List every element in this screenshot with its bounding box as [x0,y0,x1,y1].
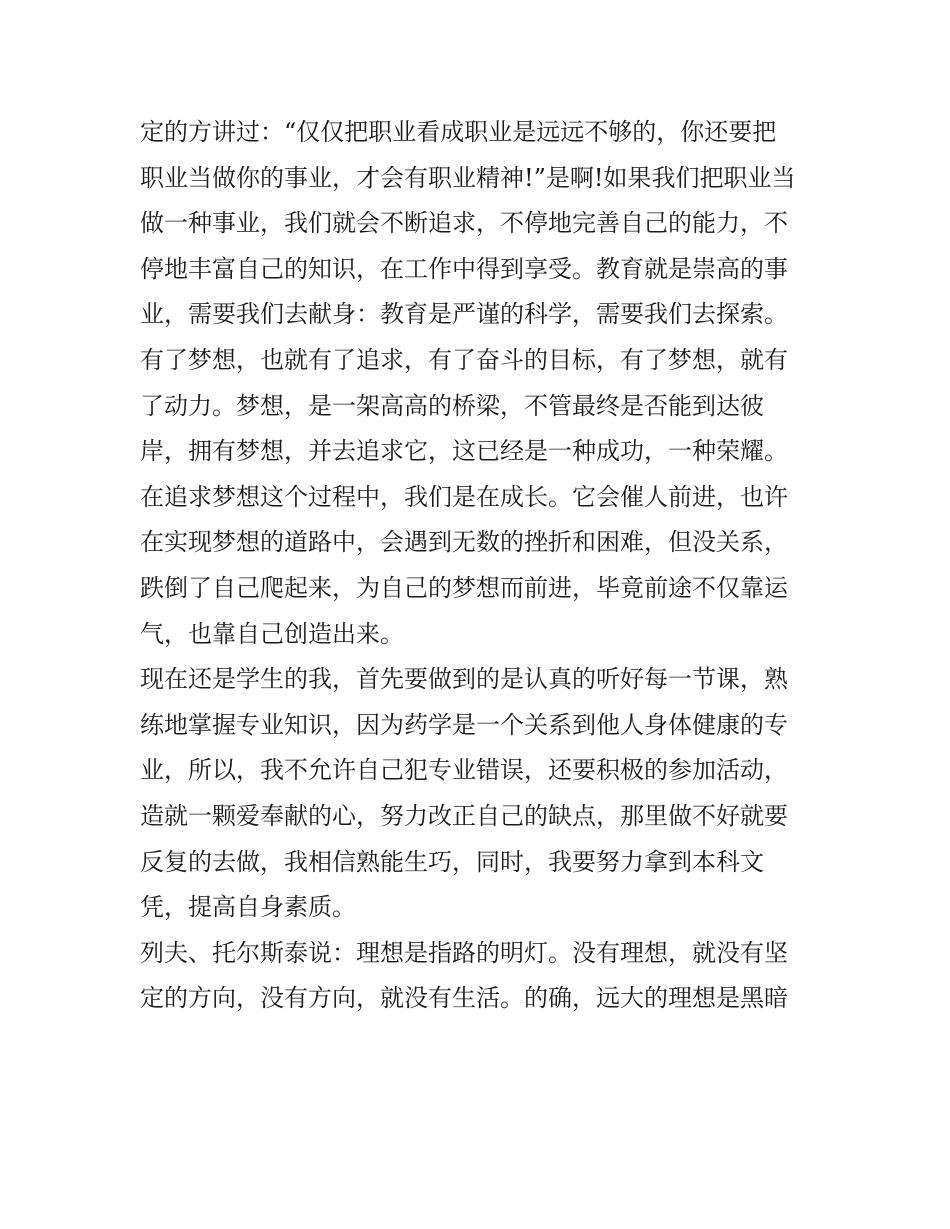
text-line: 造就一颗爱奉献的心，努力改正自己的缺点，那里做不好就要 [140,801,788,830]
body-text [140,110,820,1022]
text-line: 反复的去做，我相信熟能生巧，同时，我要努力拿到本科文 [140,847,764,876]
text-line: 凭，提高自身素质。 [140,893,356,922]
text-line: 岸，拥有梦想，并去追求它，这已经是一种成功，一种荣耀。 [140,437,788,466]
text-line: 停地丰富自己的知识，在工作中得到享受。教育就是崇高的事 [140,254,788,283]
text-line: 做一种事业，我们就会不断追求，不停地完善自己的能力，不 [140,209,788,238]
text-line: 业，所以，我不允许自己犯专业错误，还要积极的参加活动， [140,756,788,785]
text-line: 职业当做你的事业，才会有职业精神!”是啊!如果我们把职业当 [140,163,796,192]
text-line: 在追求梦想这个过程中，我们是在成长。它会催人前进，也许 [140,482,788,511]
text-line: 有了梦想，也就有了追求，有了奋斗的目标，有了梦想，就有 [140,345,788,374]
text-line: 定的方向，没有方向，就没有生活。的确，远大的理想是黑暗 [140,984,788,1013]
text-line: 了动力。梦想，是一架高高的桥梁，不管最终是否能到达彼 [140,391,764,420]
text-line: 在实现梦想的道路中，会遇到无数的挫折和困难，但没关系， [140,528,788,557]
text-line: 现在还是学生的我，首先要做到的是认真的听好每一节课，熟 [140,665,788,694]
text-line: 气，也靠自己创造出来。 [140,619,404,648]
text-line: 业，需要我们去献身：教育是严谨的科学，需要我们去探索。 [140,300,788,329]
text-line: 跌倒了自己爬起来，为自己的梦想而前进，毕竟前途不仅靠运 [140,573,788,602]
text-line: 练地掌握专业知识，因为药学是一个关系到他人身体健康的专 [140,710,788,739]
text-line: 列夫、托尔斯泰说：理想是指路的明灯。没有理想，就没有坚 [140,938,788,967]
text-line: 定的方讲过：“仅仅把职业看成职业是远远不够的，你还要把 [140,118,777,146]
